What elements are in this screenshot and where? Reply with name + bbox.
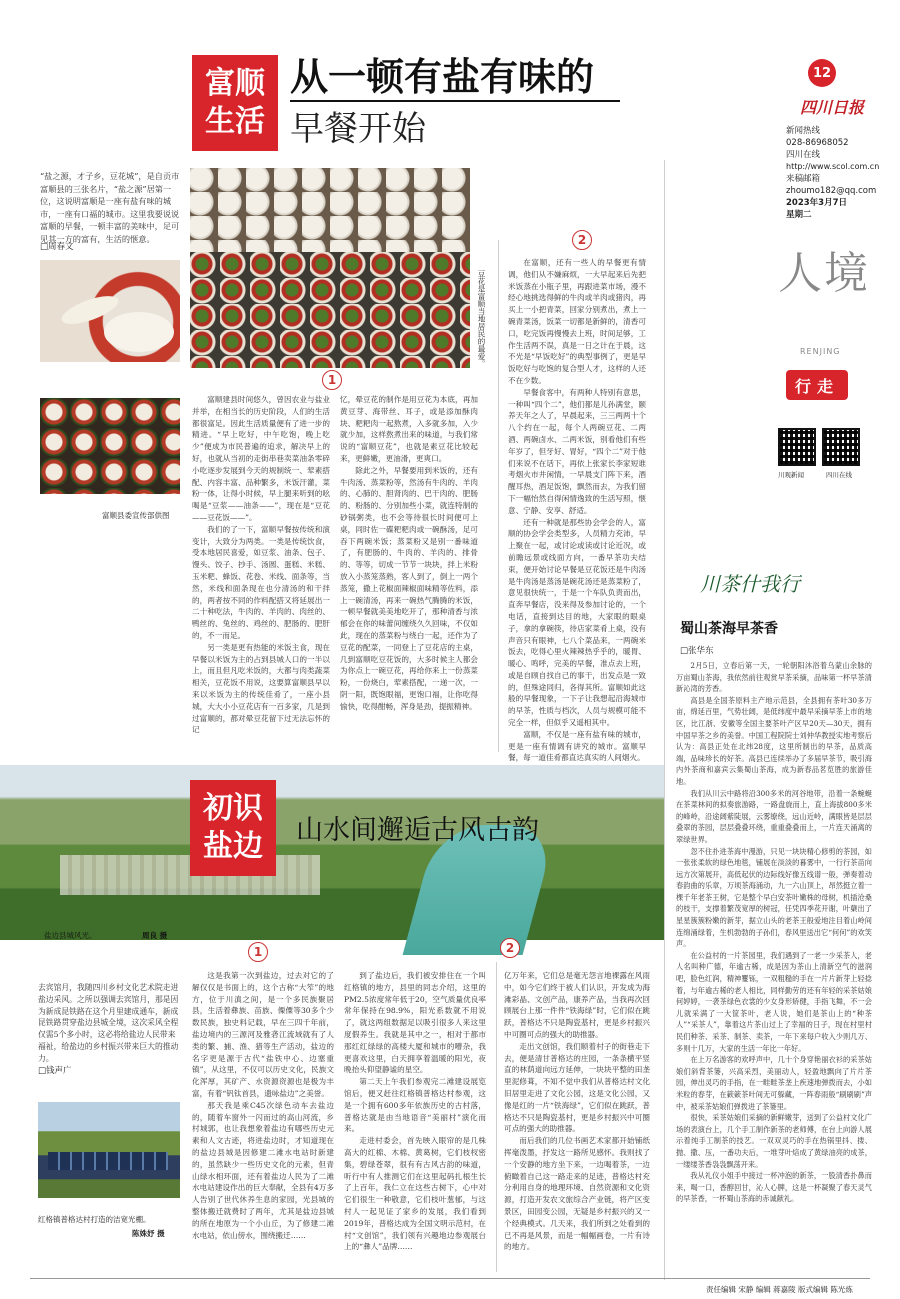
paragraph: 我们从川云中路将沿300多米的河谷地带，沿着一条蜿蜒在茶菜林间的拟奏旅游路，一路盘旋而上，直上海拔800多米的峰岭，沿途阔紫陡展，云雾缭绕，远山近岭，满眼皆是层层叠翠的茶园，层层叠叠环绕，重重叠叠而上，一片连天涌离的翠绿世界。 bbox=[676, 788, 872, 844]
section-box-line2: 生活 bbox=[205, 104, 265, 139]
paragraph: 另一类是更有热能的米饭主食，现在早餐以米饭为主的占到县城人口的一半以上，而且但凡吃米饭的，大都与肉类蔬菜相关，豆花饭不用说，这要算富顺县早以来以米饭为主的传统佳肴了，一座小县城，大大小小豆花店有一百多家，几是到过富顺的，都对晕豆花留下过无法忘怀的记 bbox=[192, 642, 330, 735]
article1-col2 bbox=[340, 394, 478, 752]
date: 2023年3月7日 bbox=[786, 198, 847, 208]
article1-author: □周春文 bbox=[40, 242, 74, 252]
paragraph: 高县是全国茶原料主产地示范县，全县拥有茶叶30多万亩，绵延百里，气势壮阔，是低纬度中最早采摘早茶上市的地区，比江浙、安徽等全国主要茶叶产区早20天—30天，拥有中国早茶之乡的美誉。中国工程院院士刘仲华教授实地考察后认为：高县正处在北纬28度，这里所制出的早茶，品质高端，品味珍长的好茶。高县已连续举办了多届早茶节，吸引海内外茶商和嘉宾云集蜀山茶海，成为新春品茗览胜的旅游佳地。 bbox=[676, 695, 872, 786]
paragraph: 而后我们的几位书画艺术家都开始铺纸挥毫泼墨，抒发这一路所见感怀。我则找了一个安静的地方坐下来，一边喝着茶，一边俯瞰着自己这一路走来的足迹，普格达村充分利用自身的地理环境、自然资源和文化资源，打造开发农文旅综合产业链，将产区变景区，田园变公园，无疑是乡村振兴的又一个经典模式。几天来，我们所到之处看到的已不再是风景，而是一幅幅画卷，一片有诗的地方。 bbox=[504, 1136, 650, 1252]
article2-col1 bbox=[192, 970, 334, 1270]
section-box-line2: 盐边 bbox=[203, 829, 263, 864]
article3-author: □张华东 bbox=[680, 646, 714, 656]
dishes-photo bbox=[40, 398, 180, 494]
paragraph: 那天我是乘C45次绿色动车去盐边的，随着车窗外一闪而过的高山河流，乡村城郭，也让我想象着盐边有哪些历史元素和人文古迹，将进盐边时，才知道现在的盐边县城是因修建二滩水电站时新建的，虽然缺少一些历史文化的元素，但青山绿水相环面，还有着盐边人民为了二滩水电站建设作出的巨大奉献，全县有4万多人告别了世代休养生息的家园，光县城的整体搬迁就费时了两年，尤其是盐边县城的所在地原为一个小山丘，为了修建二滩水电站，依山傍水，围绕搬迁…… bbox=[192, 1100, 334, 1240]
column-title-renjing: 人境 bbox=[778, 248, 870, 299]
paragraph: 在上万名游客的欢呼声中，几十个身穿艳丽衣衫的采茶姑娘们斜背茶篓，兴高采烈，美丽动人，轻盈地飘向了片片茶园，伸出灵巧的手指，在一畦畦茶垄上疾速地弹拨而去，小如米粒的春芽，在簌簌茶叶间无可躲藏，一阵春雨般“刷刷刷”声中，被采茶姑娘们弹拨进了茶篓里。 bbox=[676, 1055, 872, 1111]
divider bbox=[496, 962, 497, 1272]
tea-column-logo: 川茶什我行 bbox=[700, 572, 800, 596]
article2-col2 bbox=[344, 970, 486, 1270]
online-label: 四川在线 bbox=[786, 150, 821, 160]
marker-1: 1 bbox=[248, 942, 268, 962]
paragraph: 除此之外，早餐要用到米饭的，还有牛肉汤、蒸菜粉等，然汤有牛肉的、羊肉的、心肺的、胆肾肉的、巴干肉的、肥肠的、粉肠的、分别加些小菜，就连特制的砂锅粥类，也不会等待很长时间便可上桌，同时佐一碟粑粑肉或一碗酥汤，足可吞下两碗米饭；蒸菜粉又是别一番味道了，有肥肠的、牛肉的、羊肉的、排骨的、等等，切成一节节一块块，拌上米粉放入小蒸笼蒸熟，客人到了，倒上一两个蒸笼，撒上花椒面辣椒面味精等佐料，添上一碗清汤，再来一碗热气腾腾的米饭，一顿早餐就美美地吃开了，那种清香与浓郁会在你的味蕾间缠绕久久回味，不仅如此，现在的蒸菜粉与绕白一起，还作为了豆花的配菜，一同登上了豆花店的主桌，几到富顺吃豆花饭的，大多时候主人都会为你点上一碗豆花，再给你来上一份蒸菜粉，一份烧白，荤素搭配，一递一次，一阴一阳，既饱眼福，更饱口福，让你吃得愉快，吃得酣畅，浑身是劲，提振精神。 bbox=[340, 465, 478, 711]
article1-col1 bbox=[192, 394, 330, 752]
email-link[interactable]: zhoumo182@qq.com bbox=[786, 186, 877, 196]
section-box-yanbian bbox=[190, 780, 276, 876]
qr2-label: 四川在线 bbox=[826, 471, 852, 479]
article1-title-line1: 从一顿有盐有味的 bbox=[290, 55, 595, 99]
solar-credit: 陈姝妤 摄 bbox=[132, 1229, 165, 1238]
divider bbox=[498, 240, 499, 752]
paragraph: 很快，采茶姑娘们采摘的新鲜嫩芽，送到了公益村文化广场的表演台上，几个手工制作新茶的老师傅，在台上向游人展示着纯手工制茶的技艺。一双双灵巧的手在热锅里抖、搂、抛、撒、压，一番功夫后，一堆芽叶焙成了黄绿油亮的成茶，一缕缕茶香袅袅飘荡开来。 bbox=[676, 1113, 872, 1169]
paragraph: 早餐食客中，有两种人特别有意思，一种叫“四个二”，他们都是儿孙满堂，颐养天年之人了，早晨起来，三三两两十个八个约在一起，每个人两碗豆花、二两酒、两碗卤水、二两米饭，别看他们有些年岁了，但牙好、胃好，“四个二”对于他们来说不在话下，再依上张家长李家短谁考烟火市井闲情，一早晨支门阵下来，酒醒耳热，酒足饭饱，飘然而去，为我们留下一幅怡然自得闲情逸致的生活写照，惬意、宁静、安享、舒适。 bbox=[508, 387, 646, 515]
sidebar-info bbox=[786, 125, 896, 221]
paragraph: 富顺，不仅是一座有盐有味的城市，更是一座有情调有讲究的城市。富顺早餐，每一道佳肴都直达真实的人间烟火。 bbox=[508, 729, 646, 763]
article2-col3 bbox=[504, 970, 650, 1270]
email-label: 来稿邮箱 bbox=[786, 174, 821, 184]
section-box-line1: 初识 bbox=[203, 791, 263, 826]
landscape-caption: 盐边县城风光。 bbox=[44, 931, 97, 940]
footer-rule bbox=[30, 1278, 870, 1279]
yanbian-landscape-photo bbox=[0, 765, 664, 940]
paragraph: 在富顺，还有一些人的早餐更有情调，他们从不嫌麻烦，一大早起来后先把米饭蒸在小瓶子里，再跟进菜市场，漫不经心地挑选得鲜的牛肉或羊肉或猪肉，再买上一小把青菜，回家分别煮出，煮上一碗青菜汤，饭菜一切都是新鲜的，清香可口，吃完饭再慢慢去上班，时间足够，工作生活两不误，真是一日之计在于晨，这不光是“早饭吃好”的典型事例了，更是早饭吃好与吃饱的复合型人才，这样的人还不在少数。 bbox=[508, 258, 646, 385]
paragraph: 在公益村的一片茶园里，我们遇到了一老一少采茶人，老人名叫种广德，年逾古稀，成是因为茶山上清新空气的滋润吧，脸色红润，精神矍铄，一双粗糙的手在一片片新芽上轻捻着，与年逾古稀的老人相比，同样勤劳的还有年轻的采茶姑娘何婷婷，一袭茶绿色衣裳的少女身形矫健，手指飞舞，不一会儿就采满了一大筐茶叶，老人说，她们是茶山上的“种茶人”“采茶人”，靠着这片茶山过上了幸福的日子，现在村里村民们种茶、采茶、制茶、卖茶，一年下来每户收入少则几万、多则十几万，大家的生活一年比一年好。 bbox=[676, 950, 872, 1053]
newspaper-logo: 四川日报 bbox=[800, 98, 865, 117]
paragraph: 我们的了一下，富顺早餐按传统和演变计，大致分为两类。一类是传统饮食，受本地居民喜爱，如豆浆、油条、包子、馒头、饺子、抄手、汤圆、蛋糕、米糕、玉米粑、蜂饭、花卷、米线、面条等，当然，米线和面条现在也分清汤的和干拌的，两者按不同的作料配搭又将延展出一二十种吃法，牛肉的、羊肉的、肉丝的、鸭丝的、兔丝的、鸡丝的、肥肠的、肥肝的，不一而足。 bbox=[192, 524, 330, 640]
article1-lead: “盐之源，才子乡，豆花城”，是自贡市富顺县的三张名片，“盐之源”居第一位，这说明富顺是一座有盐有味的城市，一座有口福的城市。这里我要说说富顺的早餐，一顿丰富的美味中，足可见其一方的富有，生活的惬意。 bbox=[40, 171, 180, 244]
paragraph: 到了盐边后，我们被安排住在一个叫红格镇的地方，县里的同志介绍，这里的PM2.5浓度常年低于20，空气质量优良率常年保持在98.9%，阳光系数就不用说了，就这两组数据足以吸引很多人来这里度假养生。我就是其中之一，相对于都市那红红绿绿的高楼大厦和城市的嘈杂，我更喜欢这里，白天拥享着温暖的阳光，夜晚抬头仰望静谧的星空。 bbox=[344, 971, 486, 1075]
column-tag-xingzou: 行走 bbox=[786, 370, 848, 400]
article3-body bbox=[676, 660, 872, 1245]
paragraph: 还有一种就是那些协会学会的人，富顺的协会学会类型多，人员精力充沛，早上聚在一起，或讨论或读或讨论近况，或前瞻远景或线面方向，一番早茶功夫结束，便开始讨论早餐是豆花饭还是牛肉汤是牛肉汤是蒸汤是碗花汤还是蒸菜粉了，意见很快统一，于是一个车队负责而出，直奔早餐店，没来得及参加讨论的，一个电话，直接到达目的地，大家眼的眼桌子，拿的拿碗筷，待店家菜肴上桌，没有声音只有眼神，七八个菜品来，一两碗米饭去，吃得心里火辣辣热乎乎的，暖胃、暖心、鸣呼，完美的早餐，准点去上班，或是自顾自找自己的事干，出发点是一致的，但殊途同归，各得其所。富顺如此这般的早餐现象，一下子让我想起沿海城市的早茶，性质与档次，人员与规模可能不完全一样，但似乎又遥相其中。 bbox=[508, 517, 646, 728]
article1-title-line2: 早餐开始 bbox=[290, 109, 426, 149]
solar-caption: 红格镇普格达村打造的洁宽光棚。 bbox=[38, 1215, 151, 1224]
article3-title: 蜀山茶海早茶香 bbox=[680, 621, 778, 637]
title-underline bbox=[290, 100, 620, 102]
hotline-label: 新闻热线 bbox=[786, 126, 821, 136]
paragraph: 这是我第一次到盐边，过去对它的了解仅仅是书面上的，这个古称“大笮”的地方，位于川滇之间，是一个多民族聚居县，生活着彝族、苗族、傈僳等30多个少数民族，独史料记载，早在三四千年前，盐边境内的三源河及雅砻江流域就有了人类的繁、捕、渔、猎等生产活动，盐边的名字更是源于古代“盐铁中心、边塞重镇”，从这里，不仅可以历史文化，民族文化浑厚，其矿产、水资源资源也是极为丰富，有着“钒钛首县，遗咏盐边”之美誉。 bbox=[192, 971, 334, 1098]
hotline: 028-86968052 bbox=[786, 138, 849, 148]
solar-greenhouse-photo bbox=[38, 1102, 180, 1198]
paragraph: 走进村委会，首先映入眼帘的是几株高大的红棉、木棉、黄葛树，它们枝杈密集，碧绿苍翠，很有有古风古韵的味道，听行中有人推测它们在这里起码扎根生长了上百年，我仁立在这些古树下，心中对它们很生一种敬意，它们枝叶葱郁，与这村人一起见证了家乡的发展，我们看到2019年，普格达成为全国文明示范村，在村“文创馆”，我们领有兴趣地边参观展台上的“彝人”品牌…… bbox=[344, 1136, 486, 1252]
paragraph: 忆，晕豆花的制作是用豆花为本底，再加黄豆芽、海带丝、耳子，或是添加酥肉块、粑粑肉一起熬煮，入多就多加，入少就少加，这样熬煮出来的味道，与我们常说的“富顺豆花”，也就是素豆花比较起来，更鲜嫩，更油滑，更爽口。 bbox=[340, 395, 478, 463]
vertical-photo-caption: 豆花是富顺当地居民的最爱。 bbox=[477, 270, 486, 368]
marker-1: 1 bbox=[322, 370, 342, 390]
article2-lead: 去宾馆月，我随四川乡村文化艺术院走进盐边采风。之所以强调去宾馆月，那是因为新成昆铁路在这个月里建成通车，新成昆铁路贯穿盐边县城全境，这次采风全程仅需5个多小时，这必将给盐边人民带来福祉，给盐边的乡村振兴带来巨大的推动力。 bbox=[38, 983, 179, 1063]
paragraph: 走出文创馆，我们顺着村子的街巷走下去，便是清甘普格达的庄园，一条条横平竖直的林荫道向远方延伸，一块块平整的田垄里泥修葺，不知不觉中我们从普格达村文化旧居里走进了文化公园，这是文化公园，又像是红的一片“铁海绿”，它们似在跳跃，普格达不只是陶瓷基村，更是乡村振兴中可圈可点的强大的助推器。 bbox=[504, 1041, 650, 1134]
marker-2: 2 bbox=[500, 938, 520, 958]
paragraph: 第二天上午我们参观完二滩建设展览馆后，便又赶往红格镇普格达村参观，这是一个拥有600多年依族历史的古村落，普格达就是由当地语音“美丽村”演化而来。 bbox=[344, 1077, 486, 1134]
section-box-line1: 富顺 bbox=[205, 66, 265, 101]
qr1-label: 川观新闻 bbox=[778, 471, 804, 479]
qr-code-1[interactable] bbox=[778, 428, 816, 466]
website-link[interactable]: http://www.scol.com.cn bbox=[786, 162, 880, 171]
paragraph: 我从礼仪小姐手中接过一杯冲泡的新茶，一股清香扑鼻而来，喝一口，香醇回甘，沁人心脾，这是一杯凝聚了春天灵气的早茶香，一杯蜀山茶海的赤诚献礼。 bbox=[676, 1171, 872, 1204]
marker-2: 2 bbox=[572, 230, 592, 250]
qr-code-2[interactable] bbox=[822, 428, 860, 466]
page-number: 12 bbox=[808, 59, 836, 87]
footer-editors: 责任编辑 宋静 编辑 蒋嘉陵 版式编辑 陈光炼 bbox=[706, 1285, 853, 1294]
paragraph: 亿万年来，它们总是毫无怨言地裸露在风雨中，如今它们终于被人们认识，开发成为海滩彩晶、文创产品，康养产品，当我再次回顾展台上那一件件“铁海绿”时，它们似在跳跃，普格达不只是陶瓷基村，更是乡村振兴中可圈可点的强大的助推器。 bbox=[504, 971, 650, 1039]
divider bbox=[664, 160, 665, 1280]
dishes-photo-caption: 富顺县委宣传部供图 bbox=[102, 511, 170, 520]
landscape-credit: 周良 摄 bbox=[142, 931, 168, 940]
column-pinyin: RENJING bbox=[800, 347, 841, 356]
doufu-photo bbox=[40, 260, 180, 362]
article1-col3 bbox=[508, 257, 646, 763]
paragraph: 2月5日，立春后第一天，一轮朝阳沐浴着乌蒙山余脉的万亩蜀山茶海，我依然前往观赏早茶采摘，品味第一杯早茶清新沁湾的芳香。 bbox=[676, 661, 872, 694]
paragraph: 忽不住扑进茶海中漫游，只见一块块精心修剪的茶园，如一张张柔软的绿色地毯，铺展在淡淡的暮雾中，一行行茶苗向远方次第展开，高低起伏的边际线好像五线谱一般，弹奏着动春韵曲的乐章，万顷茶海涌动，九一六山顶上，昂然挺立着一棵千年老茶王树，它是整个早白安茶叶嫩株的母树，机插沧桑的枝干，支撑着繁茂宽厚的树冠，任凭四季花开谢，叶蘖出了星星簇簇粉嫩的新芽，据立山头的老茶王般爱地注目着山岭间连绵涌绿着，生机勃勃的子孙们，春风里送出它“何何”的欢笑声。 bbox=[676, 846, 872, 949]
weekday: 星期二 bbox=[786, 210, 812, 220]
article2-author: □钱声广 bbox=[38, 1066, 72, 1076]
breakfast-bowls-photo bbox=[190, 168, 470, 368]
section-box-fushun bbox=[192, 55, 278, 151]
paragraph: 富顺建县时间悠久，曾因农业与盐业并举，在相当长的历史阶段，人们的生活都很富足。因此生活质量便有了进一步的精进。“早上吃好，中午吃饱，晚上吃少”便成为市民普遍的追求，解决早上的好，也就从当初的走街串巷卖菜油条零碎小吃逐步发展到今天的规制统一、荤素搭配、内容丰富、品种繁多，米饭汗灌，菜粉一体，让得小时候，早上腿来听到的吆喝是“豆浆——油条——”，现在是“豆花——豆花饭——”。 bbox=[192, 395, 330, 522]
article2-title: 山水间邂逅古风古韵 bbox=[296, 815, 539, 846]
